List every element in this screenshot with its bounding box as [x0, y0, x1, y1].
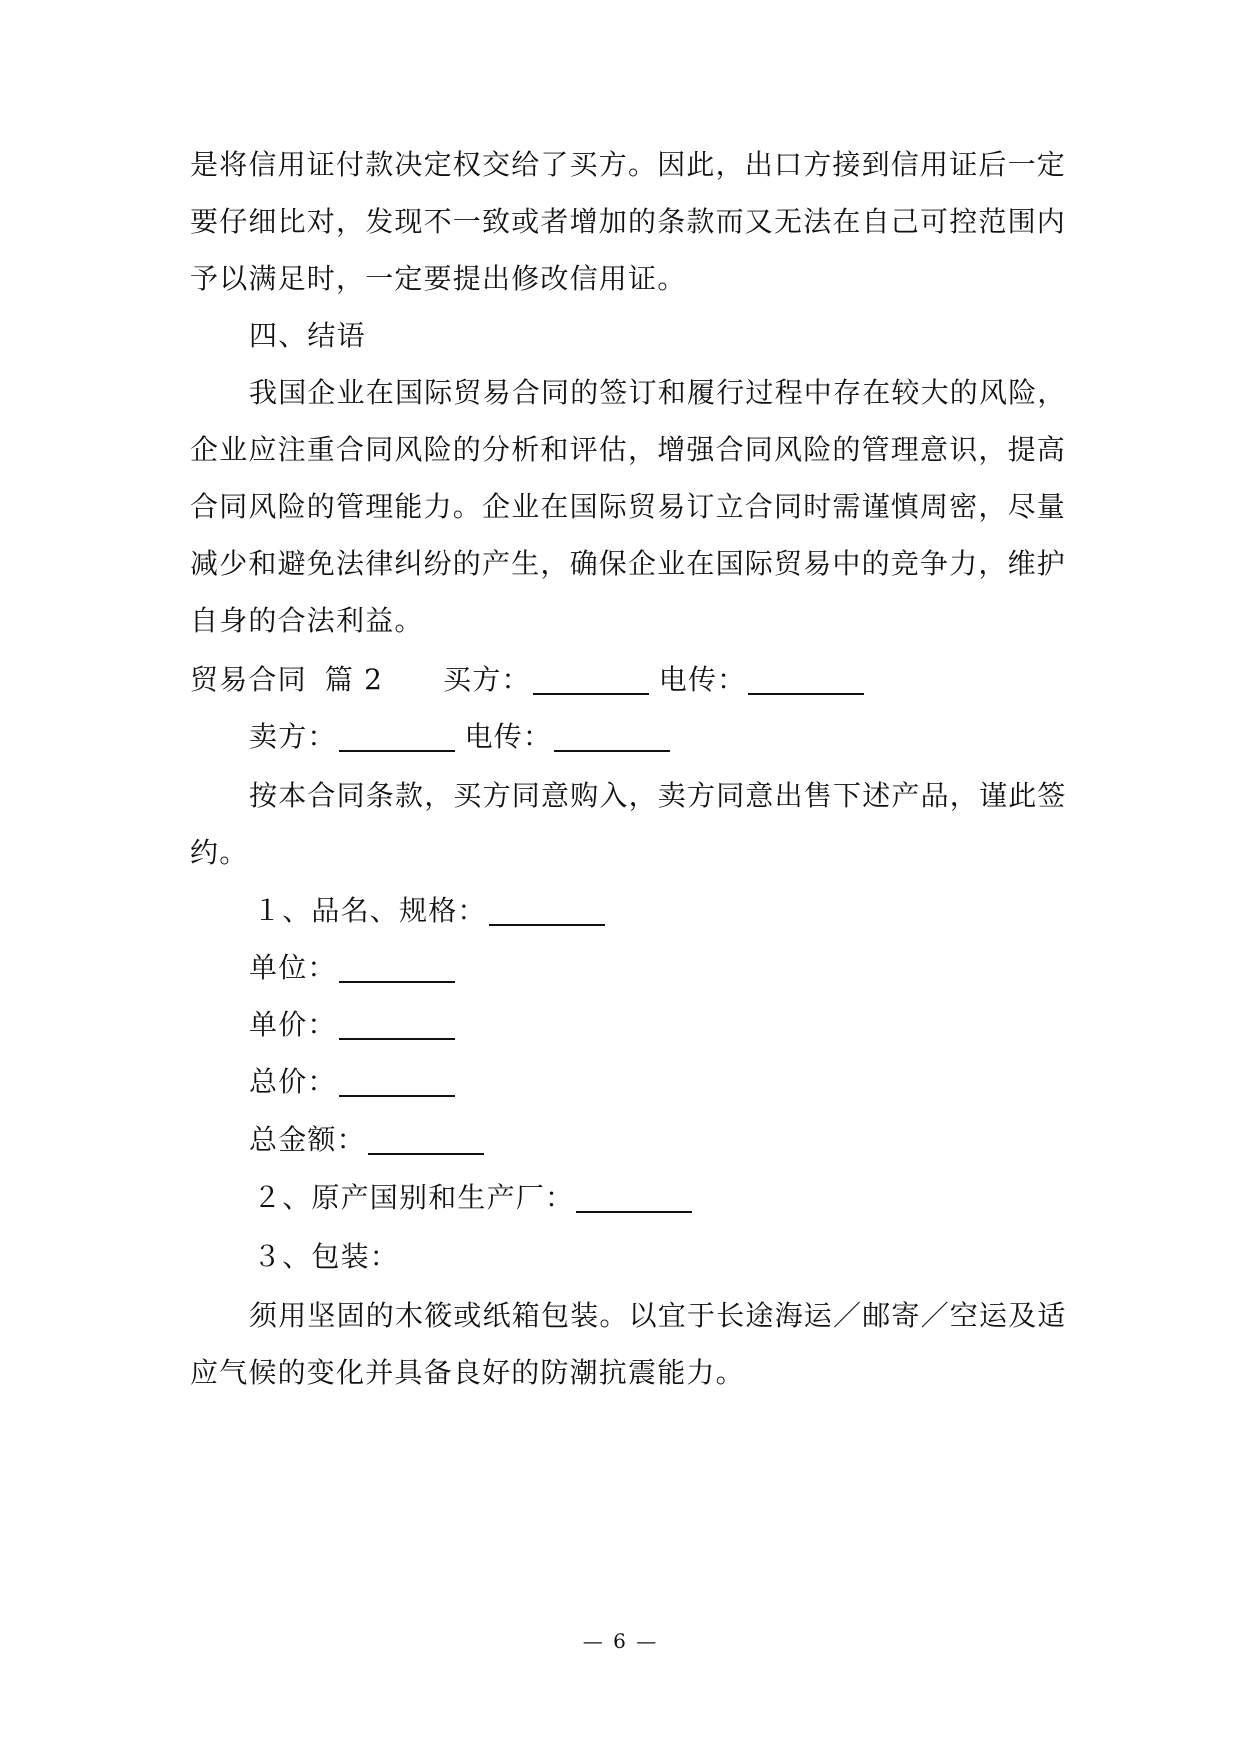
field-label: 单价：: [249, 1008, 337, 1041]
total-price-blank: [339, 1067, 455, 1097]
paragraph-line: 约。: [190, 836, 249, 869]
item-name-spec-row: [253, 891, 605, 931]
paragraph-line: 按本合同条款，买方同意购入，卖方同意出售下述产品，谨此签: [249, 779, 1067, 812]
fax-label: 电传：: [464, 720, 553, 753]
paragraph-line: 我国企业在国际贸易合同的签订和履行过程中存在较大的风险，: [249, 376, 1067, 409]
total-amount-blank: [368, 1125, 484, 1155]
paragraph-line: 是将信用证付款决定权交给了买方。因此，出口方接到信用证后一定: [190, 148, 1067, 181]
paragraph-line: 减少和避免法律纠纷的产生，确保企业在国际贸易中的竞争力，维护: [190, 547, 1067, 580]
section-heading: 四、结语: [249, 319, 366, 352]
paragraph-line: 予以满足时，一定要提出修改信用证。: [190, 262, 687, 295]
paragraph-line: 要仔细比对，发现不一致或者增加的条款而又无法在自己可控范围内: [190, 205, 1067, 238]
unit-price-row: [249, 1005, 455, 1045]
fax-label: 电传：: [658, 663, 747, 696]
unit-price-blank: [339, 1010, 455, 1040]
contract-title: 贸易合同: [190, 663, 307, 696]
item-name-spec-blank: [489, 896, 605, 926]
seller-blank: [339, 722, 455, 752]
buyer-fax-blank: [748, 665, 864, 695]
field-label: 单位：: [249, 951, 337, 984]
buyer-blank: [533, 665, 649, 695]
total-price-row: [249, 1062, 455, 1102]
page-number: — 6 —: [582, 1629, 659, 1653]
contract-header-row: [190, 660, 864, 700]
field-label: 总金额：: [249, 1123, 366, 1156]
item-label: １、品名、规格：: [253, 894, 487, 927]
paragraph-line: 应气候的变化并具备良好的防潮抗震能力。: [190, 1356, 745, 1389]
paragraph-line: 企业应注重合同风险的分析和评估，增强合同风险的管理意识，提高: [190, 433, 1067, 466]
contract-chapter: 篇 2: [324, 663, 384, 696]
origin-row: [253, 1178, 692, 1218]
seller-label: 卖方：: [249, 720, 337, 753]
origin-blank: [576, 1183, 692, 1213]
seller-row: [249, 717, 670, 757]
field-label: 总价：: [249, 1065, 337, 1098]
paragraph-line: 自身的合法利益。: [190, 604, 424, 637]
packaging-heading: ３、包装：: [253, 1240, 400, 1273]
paragraph-line: 须用坚固的木筱或纸箱包装。以宜于长途海运／邮寄／空运及适: [249, 1299, 1067, 1332]
total-amount-row: [249, 1120, 484, 1160]
seller-fax-blank: [554, 722, 670, 752]
paragraph-line: 合同风险的管理能力。企业在国际贸易订立合同时需谨慎周密，尽量: [190, 490, 1067, 523]
item-label: ２、原产国别和生产厂：: [253, 1181, 575, 1214]
unit-blank: [339, 953, 455, 983]
buyer-label: 买方：: [443, 663, 531, 696]
unit-row: [249, 948, 455, 988]
